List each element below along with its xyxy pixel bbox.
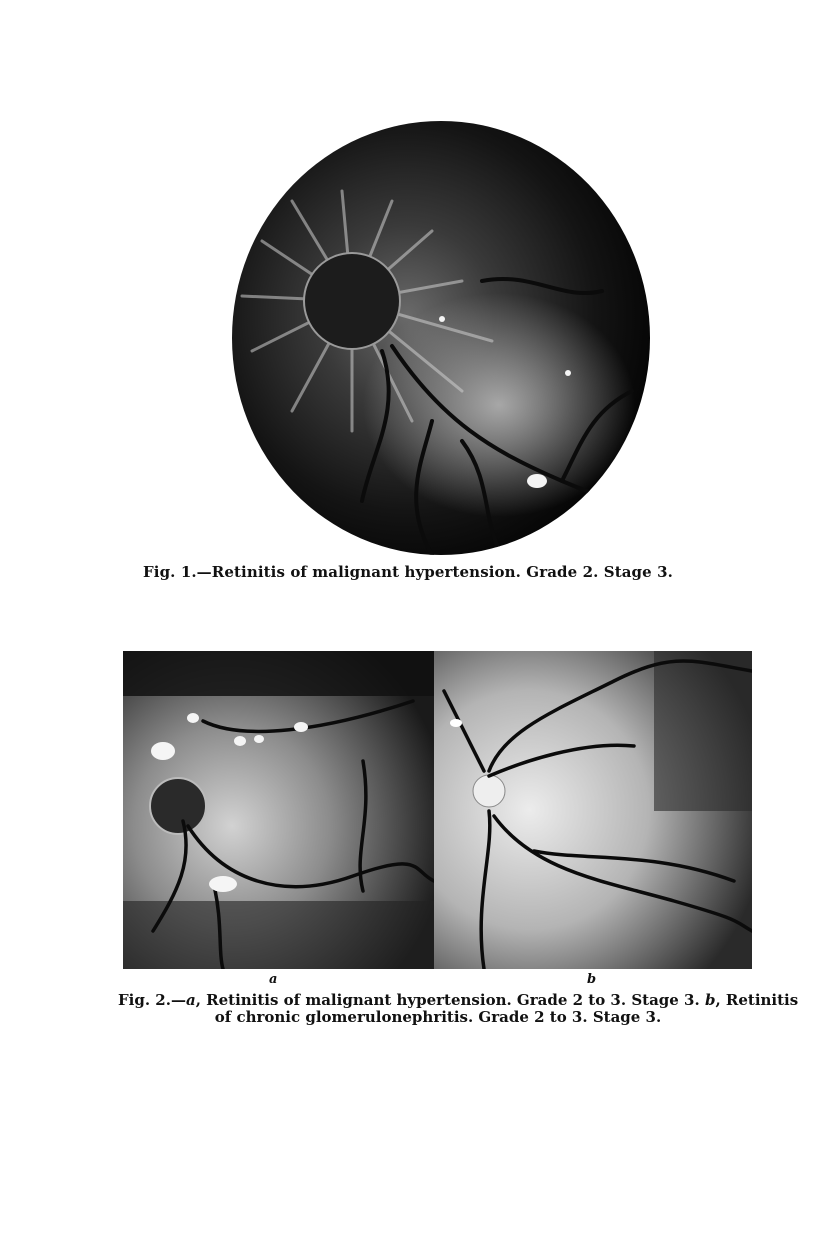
figure-1-caption: Fig. 1.—Retinitis of malignant hypertension. Grade 2. Stage 3. [143, 563, 673, 581]
caption-prefix: Fig. 2.— [118, 991, 186, 1009]
caption-b-text: , Retinitis [715, 991, 799, 1009]
figure-1-fundus-photo [232, 121, 650, 555]
figure-2-caption [118, 991, 799, 1026]
figure-2b-photo [434, 651, 752, 969]
caption-b-ref: b [704, 991, 716, 1009]
figure-2-caption-line-2: of chronic glomerulonephritis. Grade 2 to 3. Stage 3. [214, 1008, 662, 1026]
figure-2-fundus-photos [123, 651, 752, 969]
figure-2a-label: a [269, 972, 278, 987]
figure-2-caption-line-1 [118, 991, 799, 1009]
caption-a-text: , Retinitis of malignant hypertension. Grade 2 to 3. Stage 3. [195, 991, 705, 1009]
caption-a-ref: a [185, 991, 196, 1009]
figure-2a-photo [123, 651, 434, 969]
figure-2b-label: b [587, 972, 597, 987]
